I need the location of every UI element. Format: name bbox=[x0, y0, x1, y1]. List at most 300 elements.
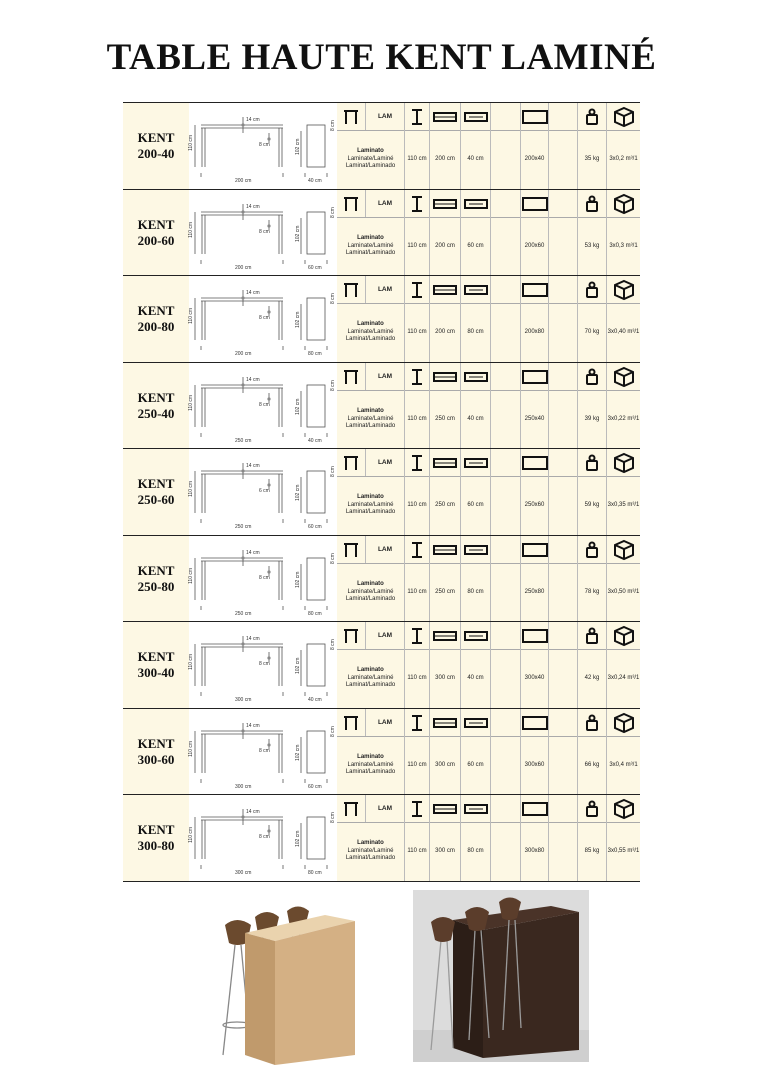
width-value: 80 cm bbox=[467, 847, 484, 854]
dim-offset: 14 cm bbox=[246, 290, 260, 296]
value-cell bbox=[521, 130, 549, 189]
value-cell bbox=[405, 649, 430, 708]
material-line2: Laminate/Laminé bbox=[347, 242, 394, 249]
empty-cell bbox=[491, 390, 521, 449]
technical-drawing bbox=[189, 190, 337, 276]
height-value: 110 cm bbox=[407, 242, 427, 249]
value-cell bbox=[521, 563, 549, 622]
header-cell bbox=[549, 103, 578, 130]
height-icon bbox=[409, 281, 425, 299]
spec-values bbox=[337, 649, 640, 708]
dim-length: 300 cm bbox=[235, 784, 252, 790]
value-cell bbox=[607, 476, 640, 535]
lam-label: LAM bbox=[377, 545, 393, 553]
material-cell bbox=[337, 303, 405, 362]
spec-values bbox=[337, 736, 640, 795]
technical-drawing bbox=[189, 363, 337, 449]
value-cell bbox=[521, 736, 549, 795]
value-cell bbox=[578, 649, 607, 708]
model-name bbox=[123, 795, 189, 881]
material-cell bbox=[337, 649, 405, 708]
dim-top-thickness: 8 cm bbox=[330, 380, 336, 391]
dim-top-thickness: 8 cm bbox=[330, 293, 336, 304]
dimension-marker bbox=[241, 729, 244, 732]
header-cell bbox=[578, 363, 607, 390]
lam-label: LAM bbox=[377, 112, 393, 120]
header-cell bbox=[521, 709, 549, 736]
dim-top-thickness: 8 cm bbox=[330, 812, 336, 823]
header-cell bbox=[549, 363, 578, 390]
weight-value: 59 kg bbox=[584, 501, 600, 508]
header-cell bbox=[491, 363, 521, 390]
dim-offset: 14 cm bbox=[246, 204, 260, 210]
height-value: 110 cm bbox=[407, 501, 427, 508]
height-value: 110 cm bbox=[407, 415, 427, 422]
weight-icon bbox=[585, 627, 599, 645]
table-profile-icon bbox=[342, 454, 360, 472]
material-line2: Laminate/Laminé bbox=[347, 588, 394, 595]
spec-cell bbox=[337, 190, 640, 275]
dim-rail: 8 cm bbox=[259, 661, 270, 667]
lam-label: LAM bbox=[377, 631, 393, 639]
dim-top-thickness: 8 cm bbox=[330, 553, 336, 564]
tabletop-value: 300x80 bbox=[524, 847, 545, 854]
value-cell bbox=[578, 822, 607, 881]
material-main: Laminato bbox=[357, 754, 384, 761]
value-cell bbox=[521, 217, 549, 276]
table-profile-icon bbox=[342, 281, 360, 299]
table-front-dark bbox=[483, 912, 579, 1058]
dimension-marker bbox=[267, 656, 270, 659]
photo-dark-table bbox=[413, 890, 589, 1062]
table-profile-icon bbox=[342, 541, 360, 559]
weight-icon bbox=[585, 541, 599, 559]
header-cell bbox=[461, 795, 491, 822]
page-title: TABLE HAUTE KENT LAMINÉ bbox=[106, 37, 657, 78]
empty-cell bbox=[491, 130, 521, 189]
header-cell bbox=[578, 449, 607, 476]
header-cell bbox=[366, 622, 405, 649]
header-cell bbox=[549, 449, 578, 476]
dimension-marker bbox=[267, 570, 270, 573]
header-cell bbox=[337, 622, 366, 649]
tabletop-icon bbox=[521, 628, 549, 644]
empty-cell bbox=[549, 649, 578, 708]
package-volume-icon bbox=[614, 453, 634, 473]
spec-sheet bbox=[123, 102, 640, 882]
length-icon bbox=[433, 283, 457, 297]
dim-offset: 14 cm bbox=[246, 809, 260, 815]
dim-side-width: 80 cm bbox=[308, 351, 322, 357]
header-cell bbox=[366, 536, 405, 563]
table-profile-icon bbox=[342, 195, 360, 213]
dim-leg-height: 110 cm bbox=[188, 567, 194, 584]
spec-cell bbox=[337, 449, 640, 535]
height-icon bbox=[409, 627, 425, 645]
value-cell bbox=[430, 217, 461, 276]
length-value: 250 cm bbox=[435, 415, 455, 422]
header-cell bbox=[430, 622, 461, 649]
material-line3: Laminat/Laminado bbox=[345, 423, 396, 430]
header-cell bbox=[578, 103, 607, 130]
header-cell bbox=[337, 536, 366, 563]
spec-header bbox=[337, 103, 640, 131]
spec-header bbox=[337, 536, 640, 564]
empty-cell bbox=[549, 390, 578, 449]
tabletop-value: 200x80 bbox=[524, 328, 545, 335]
header-cell bbox=[607, 449, 640, 476]
header-cell bbox=[430, 795, 461, 822]
model-name bbox=[123, 622, 189, 708]
value-cell bbox=[405, 476, 430, 535]
tabletop-icon bbox=[521, 282, 549, 298]
header-cell bbox=[337, 363, 366, 390]
dim-side-height: 102 cm bbox=[295, 571, 301, 588]
value-cell bbox=[461, 736, 491, 795]
dimension-marker bbox=[241, 556, 244, 559]
header-cell bbox=[430, 190, 461, 217]
dim-top-thickness: 8 cm bbox=[330, 639, 336, 650]
value-cell bbox=[607, 217, 640, 276]
dim-side-width: 40 cm bbox=[308, 438, 322, 444]
model-name bbox=[123, 449, 189, 535]
dim-rail: 6 cm bbox=[259, 488, 270, 494]
dim-rail: 8 cm bbox=[259, 229, 270, 235]
spec-cell bbox=[337, 363, 640, 448]
spec-cell bbox=[337, 709, 640, 794]
header-cell bbox=[491, 536, 521, 563]
value-cell bbox=[461, 303, 491, 362]
spec-cell bbox=[337, 795, 640, 881]
table-side-dark bbox=[453, 920, 483, 1058]
header-cell bbox=[549, 709, 578, 736]
value-cell bbox=[521, 822, 549, 881]
header-cell bbox=[607, 536, 640, 563]
length-icon bbox=[433, 543, 457, 557]
dim-rail: 8 cm bbox=[259, 315, 270, 321]
material-line3: Laminat/Laminado bbox=[345, 163, 396, 170]
header-cell bbox=[491, 709, 521, 736]
dim-leg-height: 110 cm bbox=[188, 221, 194, 238]
width-icon bbox=[464, 283, 488, 297]
material-cell bbox=[337, 217, 405, 276]
dim-leg-height: 110 cm bbox=[188, 134, 194, 151]
material-main: Laminato bbox=[357, 321, 384, 328]
dim-length: 250 cm bbox=[235, 611, 252, 617]
tabletop-icon bbox=[521, 369, 549, 385]
width-icon bbox=[464, 716, 488, 730]
dim-leg-height: 110 cm bbox=[188, 480, 194, 497]
material-main: Laminato bbox=[357, 581, 384, 588]
technical-drawing bbox=[189, 449, 337, 535]
height-icon bbox=[409, 195, 425, 213]
length-icon bbox=[433, 370, 457, 384]
value-cell bbox=[578, 217, 607, 276]
material-line2: Laminate/Laminé bbox=[347, 674, 394, 681]
tabletop-value: 250x60 bbox=[524, 501, 545, 508]
weight-icon bbox=[585, 195, 599, 213]
dim-rail: 8 cm bbox=[259, 575, 270, 581]
weight-value: 70 kg bbox=[584, 328, 600, 335]
height-icon bbox=[409, 368, 425, 386]
value-cell bbox=[405, 736, 430, 795]
weight-value: 35 kg bbox=[584, 155, 600, 162]
empty-cell bbox=[549, 822, 578, 881]
material-line3: Laminat/Laminado bbox=[345, 682, 396, 689]
header-cell bbox=[521, 622, 549, 649]
drawing-cell bbox=[189, 536, 337, 621]
header-cell bbox=[405, 449, 430, 476]
weight-icon bbox=[585, 454, 599, 472]
header-cell bbox=[461, 622, 491, 649]
dimension-marker bbox=[267, 743, 270, 746]
material-cell bbox=[337, 563, 405, 622]
dim-offset: 14 cm bbox=[246, 636, 260, 642]
header-cell bbox=[461, 363, 491, 390]
dim-side-width: 60 cm bbox=[308, 265, 322, 271]
spec-cell bbox=[337, 103, 640, 189]
spec-header bbox=[337, 190, 640, 218]
material-line3: Laminat/Laminado bbox=[345, 250, 396, 257]
length-icon bbox=[433, 110, 457, 124]
dim-side-width: 40 cm bbox=[308, 697, 322, 703]
drawing-cell bbox=[189, 276, 337, 362]
header-cell bbox=[461, 103, 491, 130]
value-cell bbox=[405, 563, 430, 622]
height-icon bbox=[409, 108, 425, 126]
table-side-light bbox=[245, 933, 275, 1065]
material-main: Laminato bbox=[357, 840, 384, 847]
dimension-marker bbox=[267, 224, 270, 227]
technical-drawing bbox=[189, 103, 337, 189]
value-cell bbox=[430, 563, 461, 622]
length-value: 300 cm bbox=[435, 674, 455, 681]
dim-length: 200 cm bbox=[235, 351, 252, 357]
dimension-marker bbox=[241, 123, 244, 126]
value-cell bbox=[461, 217, 491, 276]
dimension-marker bbox=[267, 483, 270, 486]
header-cell bbox=[491, 622, 521, 649]
dim-leg-height: 110 cm bbox=[188, 826, 194, 843]
header-cell bbox=[578, 536, 607, 563]
length-value: 200 cm bbox=[435, 328, 455, 335]
header-cell bbox=[461, 276, 491, 303]
spec-values bbox=[337, 390, 640, 449]
header-cell bbox=[405, 276, 430, 303]
dimension-marker bbox=[267, 310, 270, 313]
lam-label: LAM bbox=[377, 199, 393, 207]
header-cell bbox=[521, 190, 549, 217]
dim-side-width: 40 cm bbox=[308, 178, 322, 184]
empty-cell bbox=[491, 303, 521, 362]
width-icon bbox=[464, 802, 488, 816]
technical-drawing bbox=[189, 795, 337, 881]
model-row bbox=[123, 102, 640, 189]
length-icon bbox=[433, 197, 457, 211]
header-cell bbox=[461, 536, 491, 563]
material-cell bbox=[337, 736, 405, 795]
header-cell bbox=[461, 190, 491, 217]
material-line2: Laminate/Laminé bbox=[347, 501, 394, 508]
empty-cell bbox=[491, 563, 521, 622]
material-cell bbox=[337, 130, 405, 189]
volume-value: 3x0,24 m³/1 bbox=[607, 674, 640, 681]
header-cell bbox=[366, 190, 405, 217]
model-name bbox=[123, 363, 189, 448]
package-volume-icon bbox=[614, 367, 634, 387]
width-value: 40 cm bbox=[467, 674, 484, 681]
height-value: 110 cm bbox=[407, 761, 427, 768]
header-cell bbox=[366, 103, 405, 130]
volume-value: 3x0,3 m³/1 bbox=[609, 242, 638, 249]
length-value: 250 cm bbox=[435, 501, 455, 508]
tabletop-value: 250x40 bbox=[524, 415, 545, 422]
value-cell bbox=[521, 390, 549, 449]
value-cell bbox=[578, 736, 607, 795]
dim-offset: 14 cm bbox=[246, 463, 260, 469]
lam-label: LAM bbox=[377, 718, 393, 726]
table-profile-icon bbox=[342, 714, 360, 732]
technical-drawing bbox=[189, 709, 337, 795]
value-cell bbox=[607, 130, 640, 189]
tabletop-icon bbox=[521, 196, 549, 212]
lam-label: LAM bbox=[377, 804, 393, 812]
lam-label: LAM bbox=[377, 458, 393, 466]
header-cell bbox=[405, 103, 430, 130]
empty-cell bbox=[549, 303, 578, 362]
value-cell bbox=[430, 303, 461, 362]
weight-icon bbox=[585, 281, 599, 299]
header-cell bbox=[491, 276, 521, 303]
model-row bbox=[123, 362, 640, 448]
value-cell bbox=[578, 390, 607, 449]
material-line3: Laminat/Laminado bbox=[345, 769, 396, 776]
width-value: 60 cm bbox=[467, 501, 484, 508]
material-main: Laminato bbox=[357, 494, 384, 501]
dim-offset: 14 cm bbox=[246, 377, 260, 383]
material-line3: Laminat/Laminado bbox=[345, 509, 396, 516]
empty-cell bbox=[491, 217, 521, 276]
header-cell bbox=[607, 709, 640, 736]
length-icon bbox=[433, 629, 457, 643]
material-line2: Laminate/Laminé bbox=[347, 415, 394, 422]
model-name bbox=[123, 536, 189, 621]
header-cell bbox=[521, 363, 549, 390]
length-value: 200 cm bbox=[435, 155, 455, 162]
package-volume-icon bbox=[614, 194, 634, 214]
header-cell bbox=[607, 276, 640, 303]
dim-side-height: 102 cm bbox=[295, 657, 301, 674]
value-cell bbox=[461, 476, 491, 535]
empty-cell bbox=[549, 476, 578, 535]
header-cell bbox=[366, 795, 405, 822]
spec-values bbox=[337, 822, 640, 881]
spec-cell bbox=[337, 276, 640, 362]
photo-light-table bbox=[205, 905, 365, 1065]
header-cell bbox=[366, 363, 405, 390]
spec-header bbox=[337, 276, 640, 304]
header-cell bbox=[405, 622, 430, 649]
material-line3: Laminat/Laminado bbox=[345, 855, 396, 862]
dimension-marker bbox=[241, 210, 244, 213]
dimension-marker bbox=[267, 829, 270, 832]
technical-drawing bbox=[189, 622, 337, 708]
tabletop-value: 250x80 bbox=[524, 588, 545, 595]
width-value: 80 cm bbox=[467, 328, 484, 335]
header-cell bbox=[337, 190, 366, 217]
header-cell bbox=[405, 190, 430, 217]
value-cell bbox=[405, 822, 430, 881]
empty-cell bbox=[549, 130, 578, 189]
header-cell bbox=[607, 622, 640, 649]
dim-length: 300 cm bbox=[235, 870, 252, 876]
value-cell bbox=[607, 303, 640, 362]
value-cell bbox=[405, 217, 430, 276]
dim-length: 250 cm bbox=[235, 524, 252, 530]
table-profile-icon bbox=[342, 800, 360, 818]
dim-top-thickness: 8 cm bbox=[330, 466, 336, 477]
spec-header bbox=[337, 622, 640, 650]
header-cell bbox=[521, 449, 549, 476]
dimension-marker bbox=[241, 383, 244, 386]
header-cell bbox=[607, 103, 640, 130]
header-cell bbox=[578, 190, 607, 217]
weight-value: 53 kg bbox=[584, 242, 600, 249]
drawing-cell bbox=[189, 449, 337, 535]
material-cell bbox=[337, 390, 405, 449]
header-cell bbox=[430, 276, 461, 303]
dim-side-width: 80 cm bbox=[308, 870, 322, 876]
package-volume-icon bbox=[614, 713, 634, 733]
tabletop-value: 300x60 bbox=[524, 761, 545, 768]
value-cell bbox=[521, 476, 549, 535]
model-line2: 250-80 bbox=[137, 578, 175, 594]
drawing-cell bbox=[189, 622, 337, 708]
width-icon bbox=[464, 370, 488, 384]
header-cell bbox=[405, 536, 430, 563]
dim-leg-height: 110 cm bbox=[188, 740, 194, 757]
weight-icon bbox=[585, 108, 599, 126]
weight-value: 42 kg bbox=[584, 674, 600, 681]
header-cell bbox=[607, 795, 640, 822]
weight-icon bbox=[585, 800, 599, 818]
header-cell bbox=[366, 449, 405, 476]
header-cell bbox=[549, 622, 578, 649]
model-name bbox=[123, 709, 189, 794]
empty-cell bbox=[549, 217, 578, 276]
model-line2: 250-40 bbox=[137, 405, 175, 421]
header-cell bbox=[521, 795, 549, 822]
model-line2: 200-40 bbox=[137, 146, 175, 161]
height-icon bbox=[409, 454, 425, 472]
header-cell bbox=[337, 103, 366, 130]
lam-label: LAM bbox=[377, 372, 393, 380]
value-cell bbox=[430, 390, 461, 449]
drawing-cell bbox=[189, 795, 337, 881]
model-name bbox=[123, 276, 189, 362]
header-cell bbox=[521, 536, 549, 563]
height-value: 110 cm bbox=[407, 155, 427, 162]
width-value: 60 cm bbox=[467, 761, 484, 768]
table-profile-icon bbox=[342, 368, 360, 386]
value-cell bbox=[607, 736, 640, 795]
spec-cell bbox=[337, 536, 640, 621]
header-cell bbox=[607, 190, 640, 217]
dim-offset: 14 cm bbox=[246, 723, 260, 729]
length-value: 200 cm bbox=[435, 242, 455, 249]
drawing-cell bbox=[189, 103, 337, 189]
header-cell bbox=[461, 709, 491, 736]
